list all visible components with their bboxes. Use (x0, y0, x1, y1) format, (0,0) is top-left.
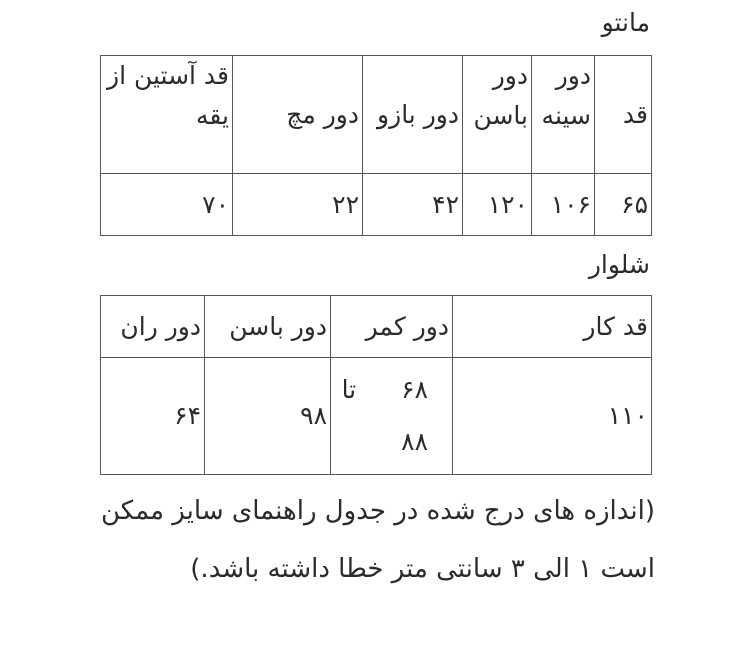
shalvar-size-table (100, 295, 652, 475)
value-hip: ۱۲۰ (463, 174, 532, 236)
header-hip: دور باسن (205, 296, 331, 358)
value-arm: ۴۲ (363, 174, 463, 236)
waist-from: ۶۸ (401, 375, 428, 404)
header-hip: دور باسن (463, 56, 532, 174)
value-hip: ۹۸ (205, 358, 331, 475)
table-header-row (101, 296, 652, 358)
header-sleeve-length: قد آستین از یقه (101, 56, 233, 174)
waist-to: ۸۸ (401, 427, 428, 456)
value-chest: ۱۰۶ (532, 174, 595, 236)
header-wrist: دور مچ (233, 56, 363, 174)
header-arm: دور بازو (363, 56, 463, 174)
value-thigh: ۶۴ (101, 358, 205, 475)
waist-to-word: تا (341, 375, 357, 404)
manto-size-table (100, 55, 652, 236)
shalvar-title: شلوار (588, 250, 650, 279)
manto-title: مانتو (601, 8, 650, 37)
header-thigh: دور ران (101, 296, 205, 358)
table-row (101, 358, 652, 475)
value-length: ۱۱۰ (453, 358, 652, 475)
value-waist (331, 358, 453, 475)
header-length: قد کار (453, 296, 652, 358)
table-header-row (101, 56, 652, 174)
value-wrist: ۲۲ (233, 174, 363, 236)
header-waist: دور کمر (331, 296, 453, 358)
header-height: قد (595, 56, 652, 174)
table-row (101, 174, 652, 236)
value-sleeve-length: ۷۰ (101, 174, 233, 236)
value-height: ۶۵ (595, 174, 652, 236)
size-disclaimer-note: (اندازه های درج شده در جدول راهنمای سایز ممکن است ۱ الی ۳ سانتی متر خطا داشته باشد.) (100, 496, 655, 584)
header-chest: دور سینه (532, 56, 595, 174)
